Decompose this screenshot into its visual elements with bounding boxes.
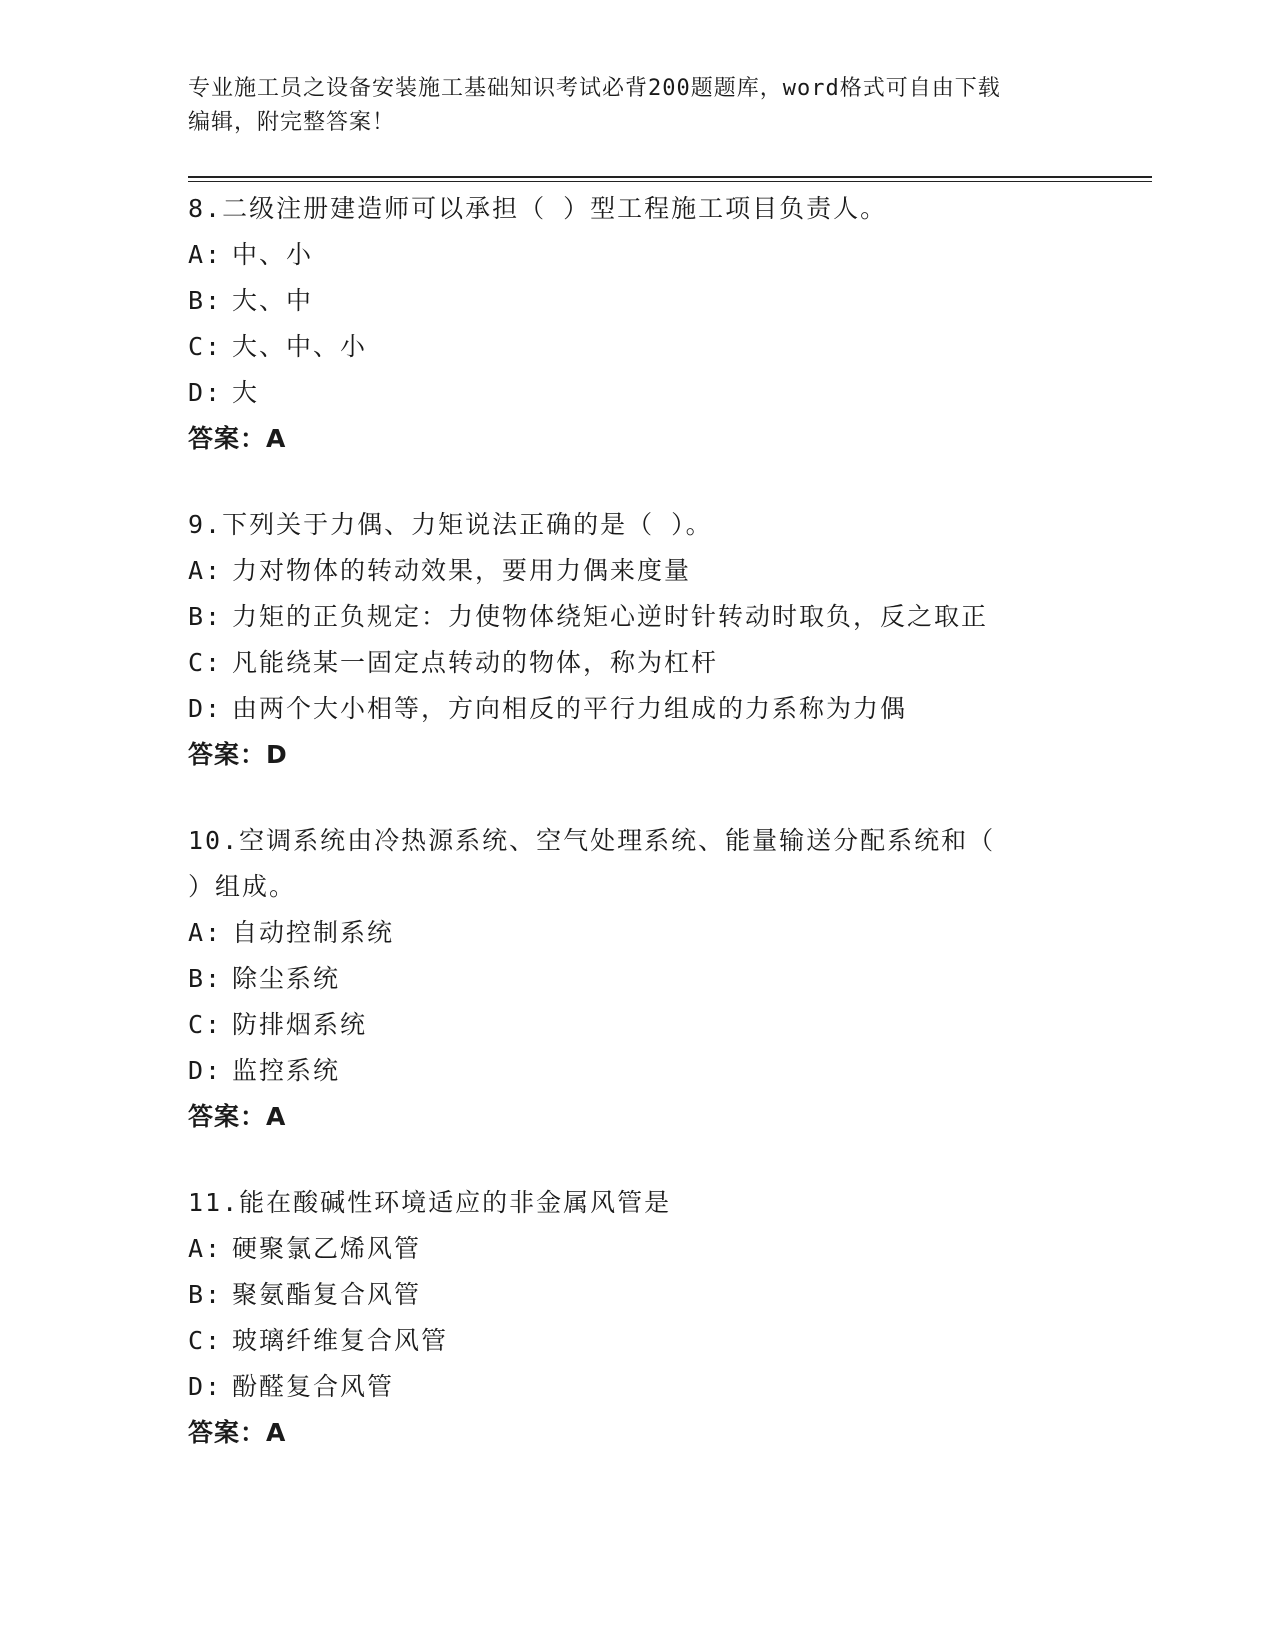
question-stem-continued: ）组成。 <box>188 872 297 901</box>
answer-line: 答案：A <box>188 1102 287 1131</box>
option-d <box>188 1048 1088 1094</box>
answer-line: 答案：A <box>188 1418 287 1447</box>
option-b <box>188 278 1088 324</box>
question-10 <box>188 818 1088 1140</box>
option-letter: D: <box>188 694 223 723</box>
option-text: 力矩的正负规定：力使物体绕矩心逆时针转动时取负，反之取正 <box>232 602 989 631</box>
option-d <box>188 370 1088 416</box>
option-text: 监控系统 <box>232 1056 341 1085</box>
option-letter: B: <box>188 1280 223 1309</box>
option-b <box>188 1272 1088 1318</box>
option-d <box>188 686 1088 732</box>
answer-line: 答案：D <box>188 740 288 769</box>
option-a <box>188 1226 1088 1272</box>
option-letter: C: <box>188 1326 223 1355</box>
option-letter: D: <box>188 1372 223 1401</box>
option-text: 酚醛复合风管 <box>232 1372 395 1401</box>
header-line-2: 编辑，附完整答案！ <box>188 110 396 135</box>
option-text: 大、中 <box>232 286 314 315</box>
option-c <box>188 1002 1088 1048</box>
option-text: 玻璃纤维复合风管 <box>232 1326 449 1355</box>
option-text: 防排烟系统 <box>232 1010 368 1039</box>
option-c <box>188 324 1088 370</box>
option-letter: C: <box>188 648 223 677</box>
question-11 <box>188 1180 1088 1456</box>
option-text: 除尘系统 <box>232 964 341 993</box>
question-8 <box>188 186 1088 462</box>
question-stem: 8.二级注册建造师可以承担（ ）型工程施工项目负责人。 <box>188 194 888 223</box>
question-stem: 10.空调系统由冷热源系统、空气处理系统、能量输送分配系统和（ <box>188 826 996 855</box>
option-text: 大 <box>232 378 260 407</box>
option-a <box>188 910 1088 956</box>
header-divider <box>188 176 1152 182</box>
option-text: 力对物体的转动效果，要用力偶来度量 <box>232 556 692 585</box>
answer-line: 答案：A <box>188 424 287 453</box>
option-text: 由两个大小相等，方向相反的平行力组成的力系称为力偶 <box>232 694 908 723</box>
option-c <box>188 640 1088 686</box>
option-text: 硬聚氯乙烯风管 <box>232 1234 422 1263</box>
question-stem: 9.下列关于力偶、力矩说法正确的是（ ）。 <box>188 510 713 539</box>
option-letter: C: <box>188 332 223 361</box>
option-letter: C: <box>188 1010 223 1039</box>
option-letter: A: <box>188 240 223 269</box>
option-a <box>188 232 1088 278</box>
option-d <box>188 1364 1088 1410</box>
option-c <box>188 1318 1088 1364</box>
option-b <box>188 594 1088 640</box>
option-text: 大、中、小 <box>232 332 368 361</box>
header-line-1: 专业施工员之设备安装施工基础知识考试必背200题题库，word格式可自由下载 <box>188 76 1001 101</box>
option-letter: A: <box>188 556 223 585</box>
option-letter: D: <box>188 378 223 407</box>
document-header <box>188 72 1068 140</box>
option-letter: D: <box>188 1056 223 1085</box>
option-text: 凡能绕某一固定点转动的物体，称为杠杆 <box>232 648 719 677</box>
option-text: 聚氨酯复合风管 <box>232 1280 422 1309</box>
option-letter: A: <box>188 1234 223 1263</box>
option-letter: B: <box>188 602 223 631</box>
option-letter: B: <box>188 964 223 993</box>
option-text: 自动控制系统 <box>232 918 395 947</box>
question-9 <box>188 502 1088 778</box>
option-a <box>188 548 1088 594</box>
question-stem: 11.能在酸碱性环境适应的非金属风管是 <box>188 1188 672 1217</box>
option-letter: A: <box>188 918 223 947</box>
option-b <box>188 956 1088 1002</box>
option-letter: B: <box>188 286 223 315</box>
option-text: 中、小 <box>232 240 314 269</box>
